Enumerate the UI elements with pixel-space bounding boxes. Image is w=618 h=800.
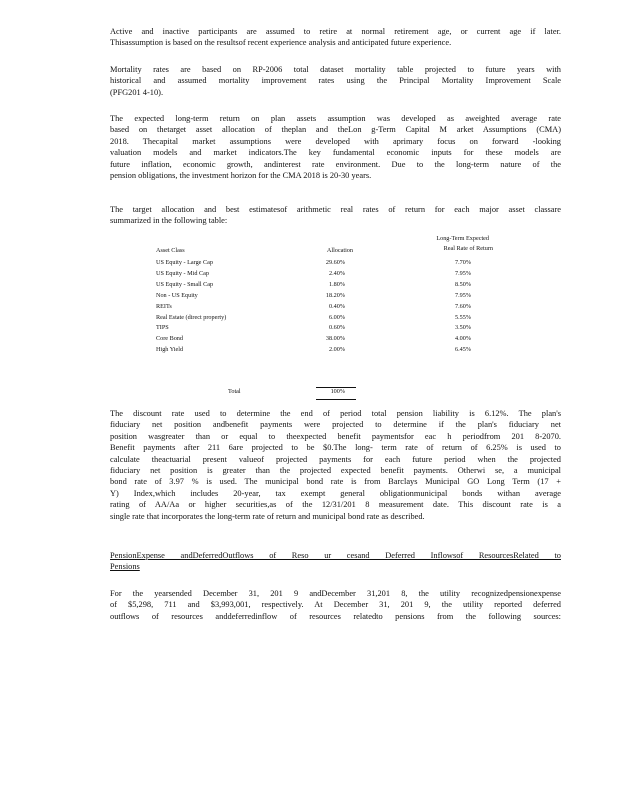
section-heading bbox=[110, 550, 561, 573]
heading-line: Pensions bbox=[110, 562, 140, 572]
table-cell-allocation: 18.20% bbox=[325, 291, 345, 299]
header-return-line2: Real Rate of Return bbox=[443, 245, 493, 252]
text-line: Y) Index,which includes 20-year, tax exempt general obligationmunicipal bonds withan average bbox=[110, 488, 561, 498]
table-cell-allocation: 2.00% bbox=[329, 346, 345, 354]
table-cell-return: 5.55% bbox=[455, 313, 471, 321]
text-line: historical and assumed mortality improvement rates using the Principal Mortality Improvement Scale bbox=[110, 76, 561, 86]
header-allocation: Allocation bbox=[326, 247, 353, 254]
header-asset-class: Asset Class bbox=[156, 247, 185, 254]
table-cell-allocation: 0.40% bbox=[329, 302, 345, 310]
total-value: 100% bbox=[330, 388, 345, 395]
text-line: fiduciary net position andbenefit payments were projected to determine if the plan's fiduciary net bbox=[110, 420, 561, 430]
table-cell-allocation: 0.60% bbox=[329, 324, 345, 332]
text-line: Active and inactive participants are assumed to retire at normal retirement age, or current age if later. bbox=[110, 27, 561, 36]
total-label: Total bbox=[228, 388, 241, 395]
paragraph-pension-expense bbox=[110, 588, 561, 622]
table-cell-return: 3.50% bbox=[455, 324, 471, 332]
table-cell-return: 4.00% bbox=[455, 335, 471, 343]
table-cell-asset: Non - US Equity bbox=[156, 291, 198, 299]
table-cell-asset: Core Bond bbox=[156, 335, 183, 343]
text-line: Mortality rates are based on RP-2006 total dataset mortality table projected to future years with bbox=[110, 65, 561, 74]
table-cell-return: 6.45% bbox=[455, 346, 471, 354]
table-cell-return: 7.60% bbox=[455, 302, 471, 310]
text-line: of $5,298, 711 and $3,993,001, respectively. At December 31, 201 9, the utility reported deferred bbox=[110, 600, 561, 610]
text-line: Thisassumption is based on the resultsof recent experience analysis and anticipated future experience. bbox=[110, 38, 452, 48]
text-line: fiduciary net position is greater than the projected expected benefit payments. Otherwi se, a municipal bbox=[110, 466, 561, 476]
text-line: position wasgreater than or equal to theexpected benefit paymentsfor eac h periodfrom 201 8-2070. bbox=[110, 431, 561, 441]
text-line: outflows of resources anddeferredinflow of resources relatedto pensions from the following sources: bbox=[110, 611, 561, 621]
text-line: single rate that incorporates the long-term rate of return and municipal bond rate as described. bbox=[110, 511, 425, 521]
table-cell-asset: REITs bbox=[156, 302, 172, 310]
table-cell-asset: US Equity - Large Cap bbox=[156, 259, 213, 266]
table-cell-allocation: 29.60% bbox=[325, 259, 345, 266]
text-line: pension obligations, the investment horizon for the CMA 2018 is 20-30 years. bbox=[110, 171, 372, 181]
header-return-line1: Long-Term Expected bbox=[436, 235, 489, 242]
text-line: bond rate of 3.97 % is used. The municipal bond rate is from Barclays Municipal GO Long Term (17 + bbox=[110, 477, 561, 487]
text-line: (PFG201 4-10). bbox=[110, 87, 164, 97]
table-cell-asset: TIPS bbox=[156, 324, 169, 332]
text-line: rating of AA/Aa or higher securities,as of the 12/31/201 8 measurement date. This discount rate is a bbox=[110, 500, 561, 510]
text-line: 2018. Thecapital market assumptions were developed with aprimary focus on forward -looking bbox=[110, 136, 561, 146]
table-cell-asset: US Equity - Mid Cap bbox=[156, 269, 209, 277]
table-cell-allocation: 38.00% bbox=[325, 335, 345, 343]
table-cell-return: 7.95% bbox=[455, 269, 471, 277]
table-cell-return: 7.70% bbox=[455, 259, 471, 266]
table-cell-allocation: 1.80% bbox=[329, 280, 345, 288]
paragraph-discount-rate bbox=[110, 408, 561, 522]
table-cell-allocation: 6.00% bbox=[329, 313, 345, 321]
heading-line: PensionExpense andDeferredOutflows of Reso ur cesand Deferred Inflowsof ResourcesRelated to bbox=[110, 551, 561, 560]
text-line: The discount rate used to determine the end of period total pension liability is 6.12%. The plan's bbox=[110, 409, 561, 418]
total-underline bbox=[316, 399, 356, 400]
text-line: For the yearsended December 31, 201 9 andDecember 31,201 8, the utility recognizedpensionexpense bbox=[110, 589, 561, 598]
text-line: The expected long-term return on plan assets assumption was developed as aweighted average rate bbox=[110, 114, 561, 123]
text-line: Benefit payments after 211 6are projected to be $0.The long- term rate of return of 6.25% is used to bbox=[110, 443, 561, 453]
text-line: calculate theactuarial present valueof projected payments for each future period when the projected bbox=[110, 454, 561, 464]
table-cell-allocation: 2.40% bbox=[329, 269, 345, 277]
text-line: based on thetarget asset allocation of theplan and theLon g-Term Capital M arket Assumptions (CMA) bbox=[110, 125, 561, 135]
text-line: The target allocation and best estimatesof arithmetic real rates of return for each major asset classare bbox=[110, 205, 561, 214]
text-line: future inflation, economic growth, andinterest rate environment. Due to the long-term nature of the bbox=[110, 159, 561, 169]
text-line: summarized in the following table: bbox=[110, 216, 228, 226]
table-cell-return: 8.50% bbox=[455, 280, 471, 288]
table-cell-asset: US Equity - Small Cap bbox=[156, 280, 214, 288]
text-line: valuation models and market indicators.The key fundamental economic inputs for these models are bbox=[110, 148, 561, 158]
table-cell-asset: Real Estate (direct property) bbox=[156, 313, 227, 321]
table-cell-return: 7.95% bbox=[455, 291, 471, 299]
table-cell-asset: High Yield bbox=[156, 346, 184, 354]
